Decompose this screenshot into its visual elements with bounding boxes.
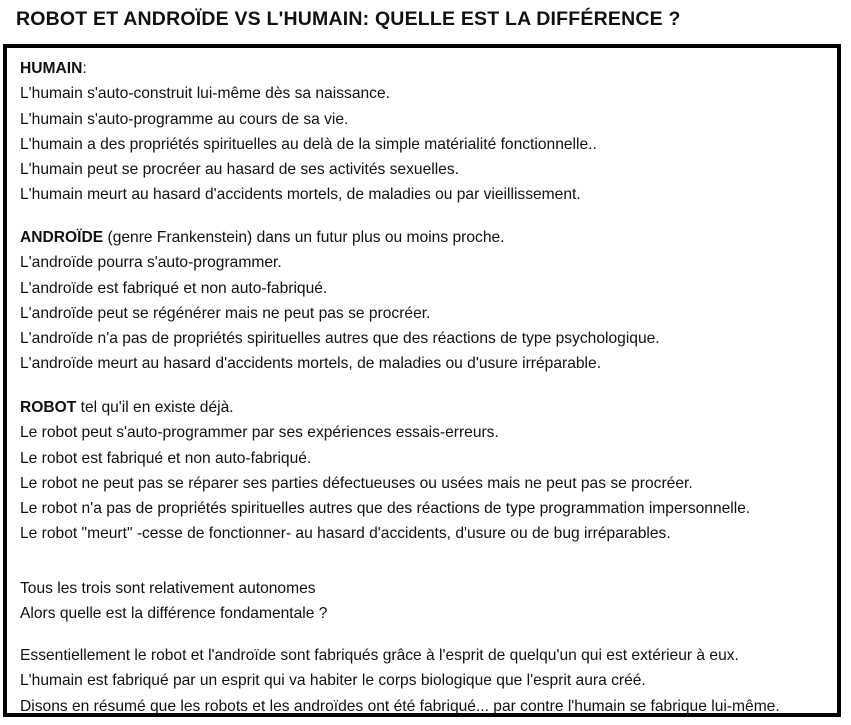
question-section [20,576,327,627]
page-title: ROBOT ET ANDROÏDE VS L'HUMAIN: QUELLE EST LA DIFFÉRENCE ? [16,8,681,30]
conclusion-line: Disons en résumé que les robots et les androïdes ont été fabriqué... par contre l'humain se fabrique lui-même. [20,697,780,715]
human-section [20,56,597,208]
android-line: L'androïde meurt au hasard d'accidents mortels, de maladies ou d'usure irréparable. [20,355,602,373]
android-heading-line [20,225,660,250]
conclusion-section [20,643,780,719]
conclusion-line: Essentiellement le robot et l'androïde sont fabriqués grâce à l'esprit de quelqu'un qui est extérieur à eux. [20,647,739,664]
robot-line: Le robot "meurt" -cesse de fonctionner- au hasard d'accidents, d'usure ou de bug irréparables. [20,525,671,543]
android-line: L'androïde n'a pas de propriétés spirituelles autres que des réactions de type psychologique. [20,330,660,348]
human-line: L'humain a des propriétés spirituelles au delà de la simple matérialité fonctionnelle.. [20,135,597,153]
human-line: L'humain s'auto-construit lui-même dès sa naissance. [20,85,390,103]
android-line: L'androïde est fabriqué et non auto-fabriqué. [20,279,328,297]
android-section [20,225,660,377]
question-line: Alors quelle est la différence fondamentale ? [20,605,328,623]
android-line: L'androïde pourra s'auto-programmer. [20,254,282,272]
robot-heading-line [20,395,750,420]
robot-line: Le robot est fabriqué et non auto-fabriqué. [20,449,312,467]
android-heading-suffix: (genre Frankenstein) dans un futur plus ou moins proche. [103,229,505,246]
robot-line: Le robot peut s'auto-programmer par ses expériences essais-erreurs. [20,424,499,442]
human-line: L'humain meurt au hasard d'accidents mortels, de maladies ou par vieillissement. [20,186,581,204]
robot-heading: ROBOT [20,399,77,416]
human-line: L'humain peut se procréer au hasard de ses activités sexuelles. [20,161,459,179]
human-heading-line [20,56,597,81]
content-box [3,44,841,717]
robot-line: Le robot ne peut pas se réparer ses parties défectueuses ou usées mais ne peut pas se procréer. [20,474,693,492]
human-line: L'humain s'auto-programme au cours de sa vie. [20,110,349,128]
android-line: L'androïde peut se régénérer mais ne peut pas se procréer. [20,304,431,322]
robot-section [20,395,750,547]
human-heading: HUMAIN [20,60,83,77]
robot-line: Le robot n'a pas de propriétés spirituelles autres que des réactions de type programmation impersonnelle. [20,500,751,518]
robot-heading-suffix: tel qu'il en existe déjà. [76,399,234,416]
android-heading: ANDROÏDE [20,229,104,246]
human-heading-suffix: : [82,60,87,77]
conclusion-line: L'humain est fabriqué par un esprit qui va habiter le corps biologique que l'esprit aura créé. [20,672,646,690]
question-line: Tous les trois sont relativement autonomes [20,580,316,597]
